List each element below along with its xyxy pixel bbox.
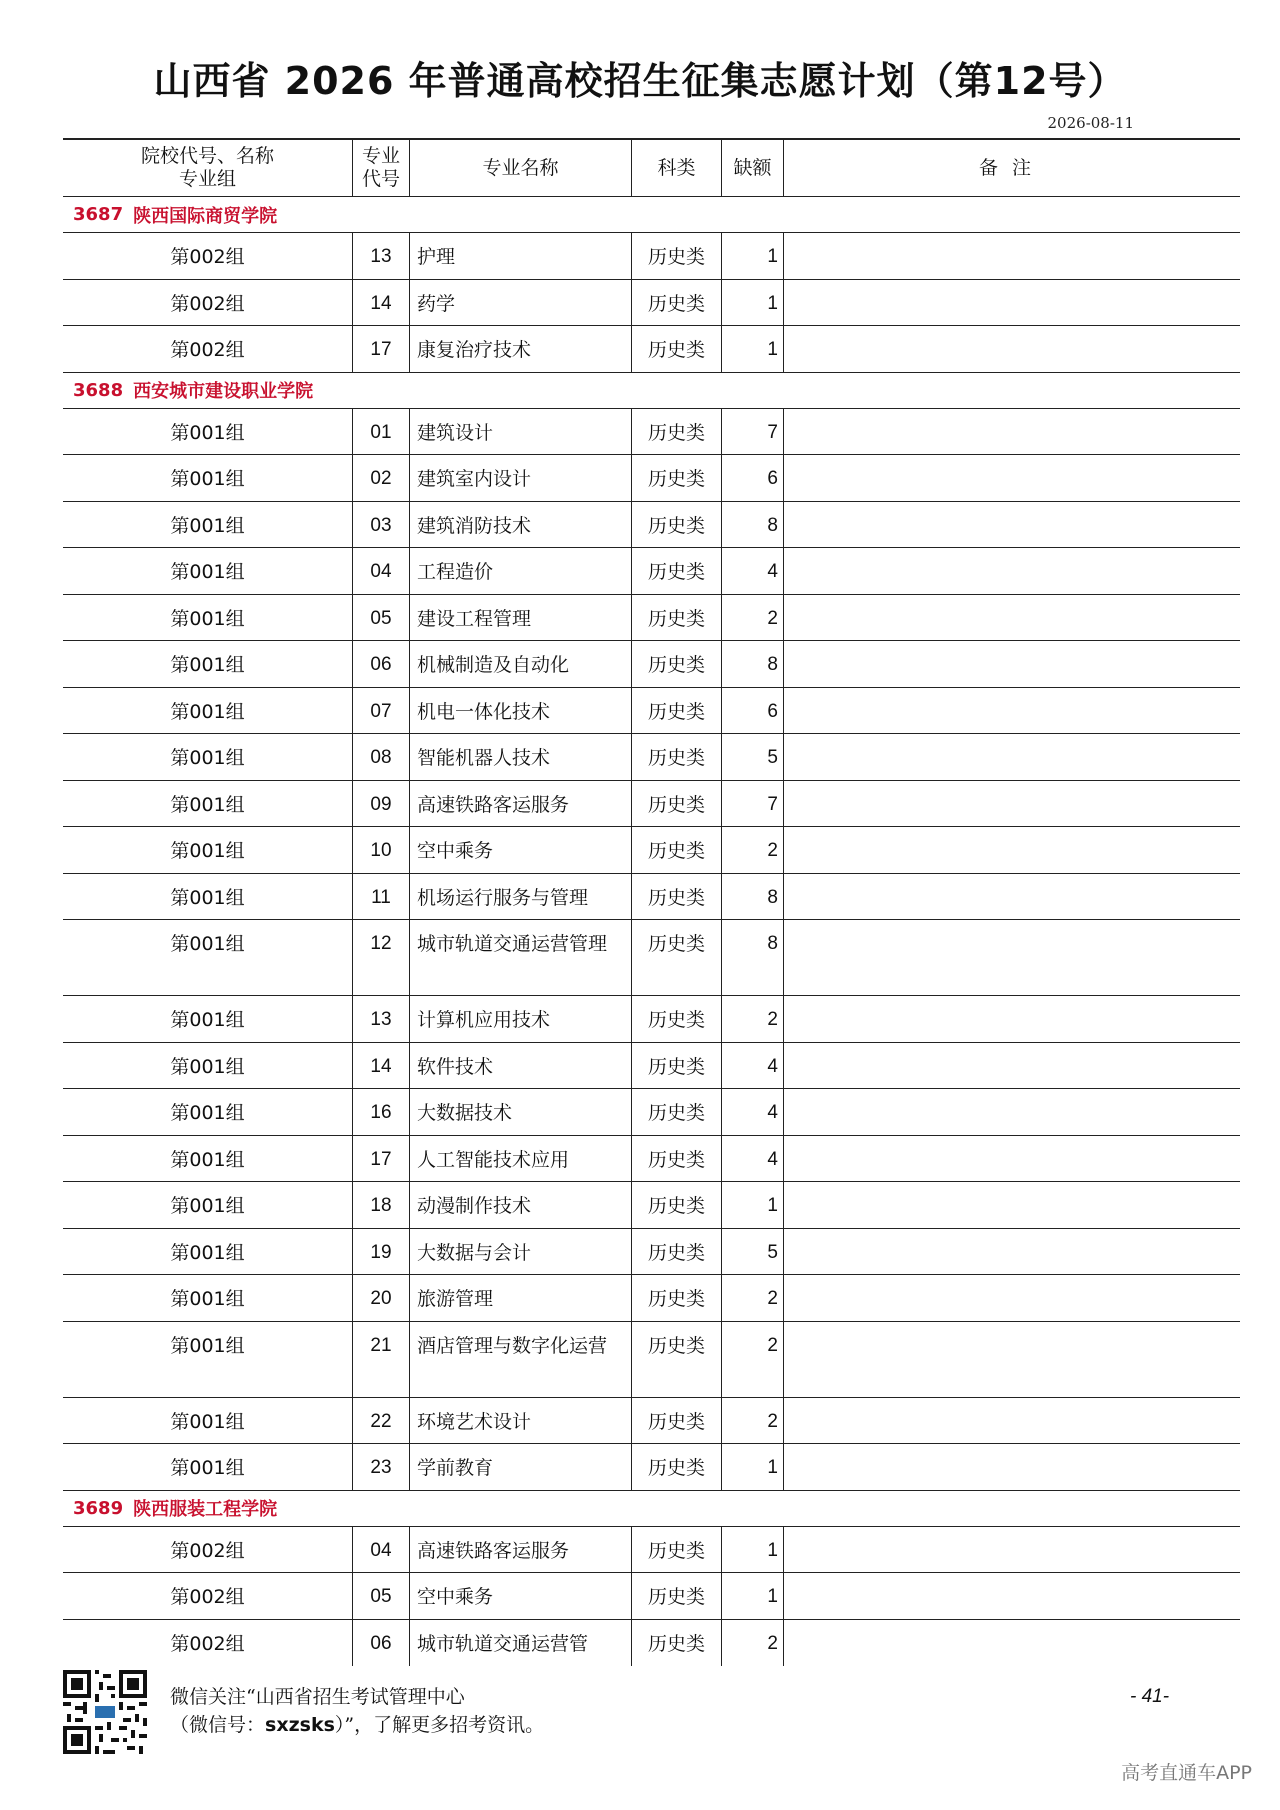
table-row <box>63 781 1240 828</box>
category-cell: 历史类 <box>632 1229 722 1275</box>
major-name-cell: 城市轨道交通运营管 <box>410 1620 632 1667</box>
header-institution-group <box>63 140 353 196</box>
group-cell: 第001组 <box>63 455 353 501</box>
major-name-cell: 高速铁路客运服务 <box>410 781 632 827</box>
vacancy-cell: 2 <box>722 595 784 641</box>
group-cell: 第002组 <box>63 326 353 372</box>
table-row <box>63 1620 1240 1667</box>
category-cell: 历史类 <box>632 1182 722 1228</box>
major-name-cell: 工程造价 <box>410 548 632 594</box>
category-cell: 历史类 <box>632 920 722 995</box>
major-code-cell: 04 <box>353 548 410 594</box>
note-cell <box>784 920 1240 995</box>
table-row <box>63 1043 1240 1090</box>
major-code-cell: 18 <box>353 1182 410 1228</box>
major-code-cell: 16 <box>353 1089 410 1135</box>
table-row <box>63 595 1240 642</box>
category-cell: 历史类 <box>632 996 722 1042</box>
group-cell: 第002组 <box>63 280 353 326</box>
category-cell: 历史类 <box>632 1620 722 1667</box>
major-code-cell: 23 <box>353 1444 410 1490</box>
major-code-cell: 13 <box>353 233 410 279</box>
group-cell: 第001组 <box>63 1182 353 1228</box>
footer-line2-suffix: ）”，了解更多招考资讯。 <box>334 1714 545 1736</box>
note-cell <box>784 1444 1240 1490</box>
group-cell: 第001组 <box>63 874 353 920</box>
group-cell: 第001组 <box>63 1089 353 1135</box>
vacancy-cell: 4 <box>722 548 784 594</box>
table-row <box>63 1275 1240 1322</box>
major-name-cell: 智能机器人技术 <box>410 734 632 780</box>
group-cell: 第001组 <box>63 641 353 687</box>
footer-line2 <box>170 1711 544 1739</box>
note-cell <box>784 409 1240 455</box>
table-row <box>63 1573 1240 1620</box>
major-code-cell: 08 <box>353 734 410 780</box>
table-row <box>63 548 1240 595</box>
major-name-cell: 建设工程管理 <box>410 595 632 641</box>
table-row <box>63 326 1240 373</box>
major-name-cell: 高速铁路客运服务 <box>410 1527 632 1573</box>
institution-name: 西安城市建设职业学院 <box>133 381 314 402</box>
note-cell <box>784 1136 1240 1182</box>
vacancy-cell: 2 <box>722 996 784 1042</box>
category-cell: 历史类 <box>632 1527 722 1573</box>
institution-name: 陕西国际商贸学院 <box>133 205 278 227</box>
vacancy-cell: 4 <box>722 1043 784 1089</box>
table-row <box>63 688 1240 735</box>
table-row <box>63 1527 1240 1574</box>
category-cell: 历史类 <box>632 1089 722 1135</box>
major-code-cell: 14 <box>353 280 410 326</box>
group-cell: 第001组 <box>63 1229 353 1275</box>
table-row <box>63 827 1240 874</box>
category-cell: 历史类 <box>632 1398 722 1444</box>
major-code-cell: 12 <box>353 920 410 995</box>
vacancy-cell: 8 <box>722 874 784 920</box>
footer-line2-prefix: （微信号： <box>170 1714 266 1736</box>
category-cell: 历史类 <box>632 781 722 827</box>
group-cell: 第002组 <box>63 233 353 279</box>
major-name-cell: 机场运行服务与管理 <box>410 874 632 920</box>
major-name-cell: 城市轨道交通运营管理 <box>410 920 632 995</box>
table-row <box>63 1398 1240 1445</box>
vacancy-cell: 8 <box>722 920 784 995</box>
institution-row <box>63 373 1240 409</box>
vacancy-cell: 2 <box>722 1322 784 1397</box>
note-cell <box>784 1527 1240 1573</box>
major-code-cell: 03 <box>353 502 410 548</box>
note-cell <box>784 233 1240 279</box>
table-row <box>63 455 1240 502</box>
major-code-cell: 04 <box>353 1527 410 1573</box>
vacancy-cell: 2 <box>722 1620 784 1667</box>
note-cell <box>784 1620 1240 1667</box>
table-row <box>63 920 1240 996</box>
category-cell: 历史类 <box>632 1573 722 1619</box>
table-header <box>63 138 1240 197</box>
category-cell: 历史类 <box>632 827 722 873</box>
major-name-cell: 建筑消防技术 <box>410 502 632 548</box>
note-cell <box>784 595 1240 641</box>
major-name-cell: 建筑室内设计 <box>410 455 632 501</box>
group-cell: 第002组 <box>63 1620 353 1667</box>
major-name-cell: 计算机应用技术 <box>410 996 632 1042</box>
footer-line1: 微信关注“山西省招生考试管理中心 <box>170 1686 465 1708</box>
group-cell: 第001组 <box>63 781 353 827</box>
vacancy-cell: 5 <box>722 734 784 780</box>
table-row <box>63 1136 1240 1183</box>
note-cell <box>784 548 1240 594</box>
major-name-cell: 护理 <box>410 233 632 279</box>
category-cell: 历史类 <box>632 1322 722 1397</box>
group-cell: 第001组 <box>63 409 353 455</box>
category-cell: 历史类 <box>632 1136 722 1182</box>
group-cell: 第001组 <box>63 548 353 594</box>
major-code-cell: 01 <box>353 409 410 455</box>
watermark: 高考直通车APP <box>1121 1762 1252 1784</box>
publish-date: 2026-08-11 <box>1047 114 1134 132</box>
table-row <box>63 233 1240 280</box>
group-cell: 第001组 <box>63 827 353 873</box>
table-row <box>63 1229 1240 1276</box>
plan-table <box>63 138 1240 1666</box>
group-cell: 第001组 <box>63 1275 353 1321</box>
header-col1-line2: 专业组 <box>178 168 236 190</box>
note-cell <box>784 1275 1240 1321</box>
header-col2-line2: 代号 <box>361 168 400 190</box>
header-vacancy: 缺额 <box>722 140 784 196</box>
category-cell: 历史类 <box>632 688 722 734</box>
note-cell <box>784 1229 1240 1275</box>
vacancy-cell: 8 <box>722 502 784 548</box>
institution-name: 陕西服装工程学院 <box>133 1499 278 1520</box>
qr-code-icon <box>63 1670 147 1754</box>
vacancy-cell: 2 <box>722 1275 784 1321</box>
vacancy-cell: 1 <box>722 326 784 372</box>
vacancy-cell: 1 <box>722 1573 784 1619</box>
table-row <box>63 874 1240 921</box>
header-col1-line1: 院校代号、名称 <box>140 145 274 167</box>
major-name-cell: 软件技术 <box>410 1043 632 1089</box>
major-code-cell: 07 <box>353 688 410 734</box>
institution-code: 3688 <box>73 379 124 401</box>
note-cell <box>784 1573 1240 1619</box>
note-cell <box>784 874 1240 920</box>
table-body <box>63 197 1240 1666</box>
table-row <box>63 1322 1240 1398</box>
category-cell: 历史类 <box>632 734 722 780</box>
group-cell: 第002组 <box>63 1527 353 1573</box>
vacancy-cell: 5 <box>722 1229 784 1275</box>
major-code-cell: 13 <box>353 996 410 1042</box>
category-cell: 历史类 <box>632 548 722 594</box>
note-cell <box>784 1182 1240 1228</box>
vacancy-cell: 7 <box>722 781 784 827</box>
major-name-cell: 药学 <box>410 280 632 326</box>
institution-code: 3687 <box>73 204 124 225</box>
note-cell <box>784 455 1240 501</box>
table-row <box>63 502 1240 549</box>
note-cell <box>784 734 1240 780</box>
page-title: 山西省 2026 年普通高校招生征集志愿计划（第12号） <box>153 59 1127 103</box>
table-row <box>63 996 1240 1043</box>
major-name-cell: 动漫制作技术 <box>410 1182 632 1228</box>
note-cell <box>784 1089 1240 1135</box>
vacancy-cell: 6 <box>722 688 784 734</box>
major-name-cell: 机电一体化技术 <box>410 688 632 734</box>
major-name-cell: 建筑设计 <box>410 409 632 455</box>
vacancy-cell: 1 <box>722 1182 784 1228</box>
major-code-cell: 22 <box>353 1398 410 1444</box>
note-cell <box>784 781 1240 827</box>
category-cell: 历史类 <box>632 874 722 920</box>
major-code-cell: 21 <box>353 1322 410 1397</box>
institution-code: 3689 <box>73 1497 124 1519</box>
category-cell: 历史类 <box>632 1275 722 1321</box>
vacancy-cell: 7 <box>722 409 784 455</box>
vacancy-cell: 1 <box>722 1444 784 1490</box>
vacancy-cell: 1 <box>722 1527 784 1573</box>
major-code-cell: 06 <box>353 1620 410 1667</box>
group-cell: 第001组 <box>63 1043 353 1089</box>
header-col2-line1: 专业 <box>361 145 400 167</box>
major-code-cell: 10 <box>353 827 410 873</box>
category-cell: 历史类 <box>632 1043 722 1089</box>
category-cell: 历史类 <box>632 233 722 279</box>
group-cell: 第001组 <box>63 595 353 641</box>
table-row <box>63 280 1240 327</box>
note-cell <box>784 641 1240 687</box>
major-code-cell: 09 <box>353 781 410 827</box>
vacancy-cell: 4 <box>722 1136 784 1182</box>
category-cell: 历史类 <box>632 280 722 326</box>
major-code-cell: 19 <box>353 1229 410 1275</box>
vacancy-cell: 1 <box>722 233 784 279</box>
group-cell: 第001组 <box>63 1136 353 1182</box>
major-code-cell: 14 <box>353 1043 410 1089</box>
major-code-cell: 17 <box>353 1136 410 1182</box>
major-name-cell: 酒店管理与数字化运营 <box>410 1322 632 1397</box>
institution-row <box>63 197 1240 233</box>
note-cell <box>784 280 1240 326</box>
major-code-cell: 11 <box>353 874 410 920</box>
institution-row <box>63 1491 1240 1527</box>
vacancy-cell: 2 <box>722 1398 784 1444</box>
major-code-cell: 17 <box>353 326 410 372</box>
group-cell: 第001组 <box>63 996 353 1042</box>
major-code-cell: 05 <box>353 1573 410 1619</box>
group-cell: 第001组 <box>63 1322 353 1397</box>
group-cell: 第001组 <box>63 1398 353 1444</box>
major-name-cell: 大数据与会计 <box>410 1229 632 1275</box>
footer-notice <box>170 1683 544 1739</box>
category-cell: 历史类 <box>632 455 722 501</box>
major-code-cell: 06 <box>353 641 410 687</box>
category-cell: 历史类 <box>632 326 722 372</box>
note-cell <box>784 502 1240 548</box>
note-cell <box>784 688 1240 734</box>
header-major-name: 专业名称 <box>410 140 632 196</box>
category-cell: 历史类 <box>632 595 722 641</box>
major-code-cell: 05 <box>353 595 410 641</box>
table-row <box>63 1089 1240 1136</box>
vacancy-cell: 8 <box>722 641 784 687</box>
vacancy-cell: 1 <box>722 280 784 326</box>
note-cell <box>784 827 1240 873</box>
header-category: 科类 <box>632 140 722 196</box>
table-row <box>63 734 1240 781</box>
vacancy-cell: 4 <box>722 1089 784 1135</box>
vacancy-cell: 6 <box>722 455 784 501</box>
wechat-id: sxzsks <box>265 1714 335 1736</box>
table-row <box>63 641 1240 688</box>
category-cell: 历史类 <box>632 641 722 687</box>
major-code-cell: 02 <box>353 455 410 501</box>
category-cell: 历史类 <box>632 1444 722 1490</box>
note-cell <box>784 1322 1240 1397</box>
major-name-cell: 空中乘务 <box>410 827 632 873</box>
note-cell <box>784 326 1240 372</box>
page-number: - 41- <box>1130 1686 1170 1707</box>
major-name-cell: 康复治疗技术 <box>410 326 632 372</box>
note-cell <box>784 1398 1240 1444</box>
header-note: 备注 <box>978 156 1045 179</box>
table-row <box>63 409 1240 456</box>
major-name-cell: 机械制造及自动化 <box>410 641 632 687</box>
group-cell: 第001组 <box>63 688 353 734</box>
major-name-cell: 大数据技术 <box>410 1089 632 1135</box>
header-major-code <box>353 140 410 196</box>
category-cell: 历史类 <box>632 409 722 455</box>
major-name-cell: 环境艺术设计 <box>410 1398 632 1444</box>
vacancy-cell: 2 <box>722 827 784 873</box>
table-row <box>63 1182 1240 1229</box>
major-code-cell: 20 <box>353 1275 410 1321</box>
table-row <box>63 1444 1240 1491</box>
category-cell: 历史类 <box>632 502 722 548</box>
group-cell: 第001组 <box>63 502 353 548</box>
group-cell: 第001组 <box>63 1444 353 1490</box>
major-name-cell: 空中乘务 <box>410 1573 632 1619</box>
major-name-cell: 人工智能技术应用 <box>410 1136 632 1182</box>
major-name-cell: 学前教育 <box>410 1444 632 1490</box>
major-name-cell: 旅游管理 <box>410 1275 632 1321</box>
group-cell: 第001组 <box>63 920 353 995</box>
group-cell: 第002组 <box>63 1573 353 1619</box>
group-cell: 第001组 <box>63 734 353 780</box>
note-cell <box>784 1043 1240 1089</box>
note-cell <box>784 996 1240 1042</box>
